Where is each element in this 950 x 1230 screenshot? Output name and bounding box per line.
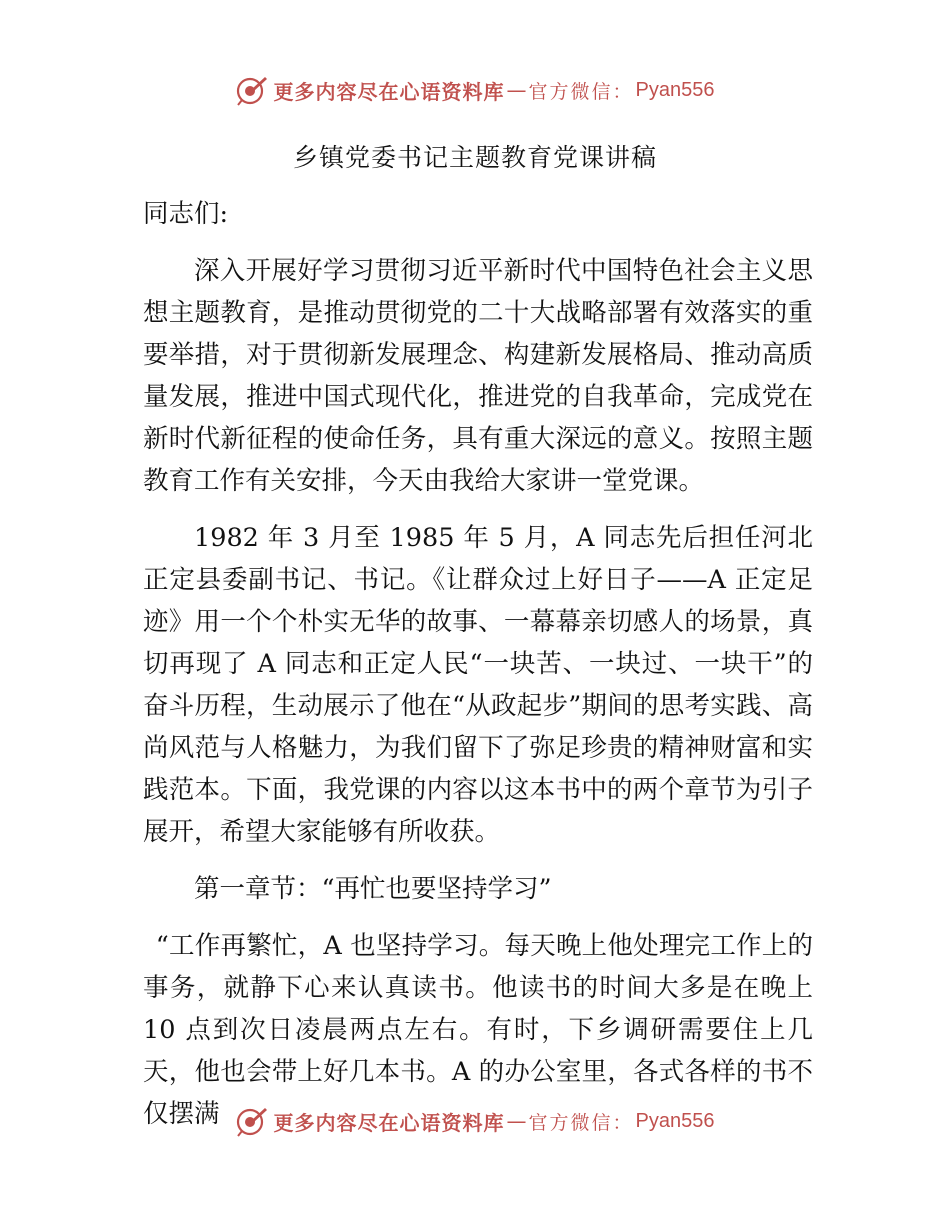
document-body	[143, 193, 813, 1135]
banner-dash: —	[506, 78, 527, 102]
banner-wechat-id: Pyan556	[635, 1109, 715, 1132]
banner-wechat-label: 官方微信：	[528, 80, 634, 103]
paragraph-intro: 深入开展好学习贯彻习近平新时代中国特色社会主义思想主题教育，是推动贯彻党的二十大战略部署有效落实的重要举措，对于贯彻新发展理念、构建新发展格局、推动高质量发展，推进中国式现代化，推进党的自我革命，完成党在新时代新征程的使命任务，具有重大深远的意义。按照主题教育工作有关安排，今天由我给大家讲一堂党课。	[143, 256, 813, 496]
banner-wechat-id: Pyan556	[635, 78, 715, 101]
pen-logo-icon	[236, 74, 268, 106]
banner-main-text: 更多内容尽在心语资料库	[273, 1110, 505, 1135]
banner-dash: —	[506, 1109, 527, 1133]
chapter-heading: 第一章节：“再忙也要坚持学习”	[194, 874, 552, 904]
banner-wechat-label: 官方微信：	[528, 1111, 634, 1134]
banner-main-text: 更多内容尽在心语资料库	[273, 79, 505, 104]
paragraph-background: 1982 年 3 月至 1985 年 5 月，A 同志先后担任河北正定县委副书记、书记。《让群众过上好日子——A 正定足迹》用一个个朴实无华的故事、一幕幕亲切感人的场景，真切再现了 A 同志和正定人民“一块苦、一块过、一块干”的奋斗历程，生动展示了他在“从政起步”期间的思考实践、高尚风范与人格魅力，为我们留下了弥足珍贵的精神财富和实践范本。下面，我党课的内容以这本书中的两个章节为引子展开，希望大家能够有所收获。	[143, 523, 813, 847]
quote-paragraph: “工作再繁忙，A 也坚持学习。每天晚上他处理完工作上的事务，就静下心来认真读书。他读书的时间大多是在晚上 10 点到次日凌晨两点左右。有时，下乡调研需要住上几天，他也会带上好几本书。A 的办公室里，各式各样的书不仅摆满	[143, 931, 813, 1129]
salutation: 同志们:	[143, 199, 229, 229]
header-banner	[0, 70, 950, 110]
document-title: 乡镇党委书记主题教育党课讲稿	[292, 143, 657, 172]
footer-banner	[0, 1101, 950, 1141]
pen-logo-icon	[236, 1105, 268, 1137]
